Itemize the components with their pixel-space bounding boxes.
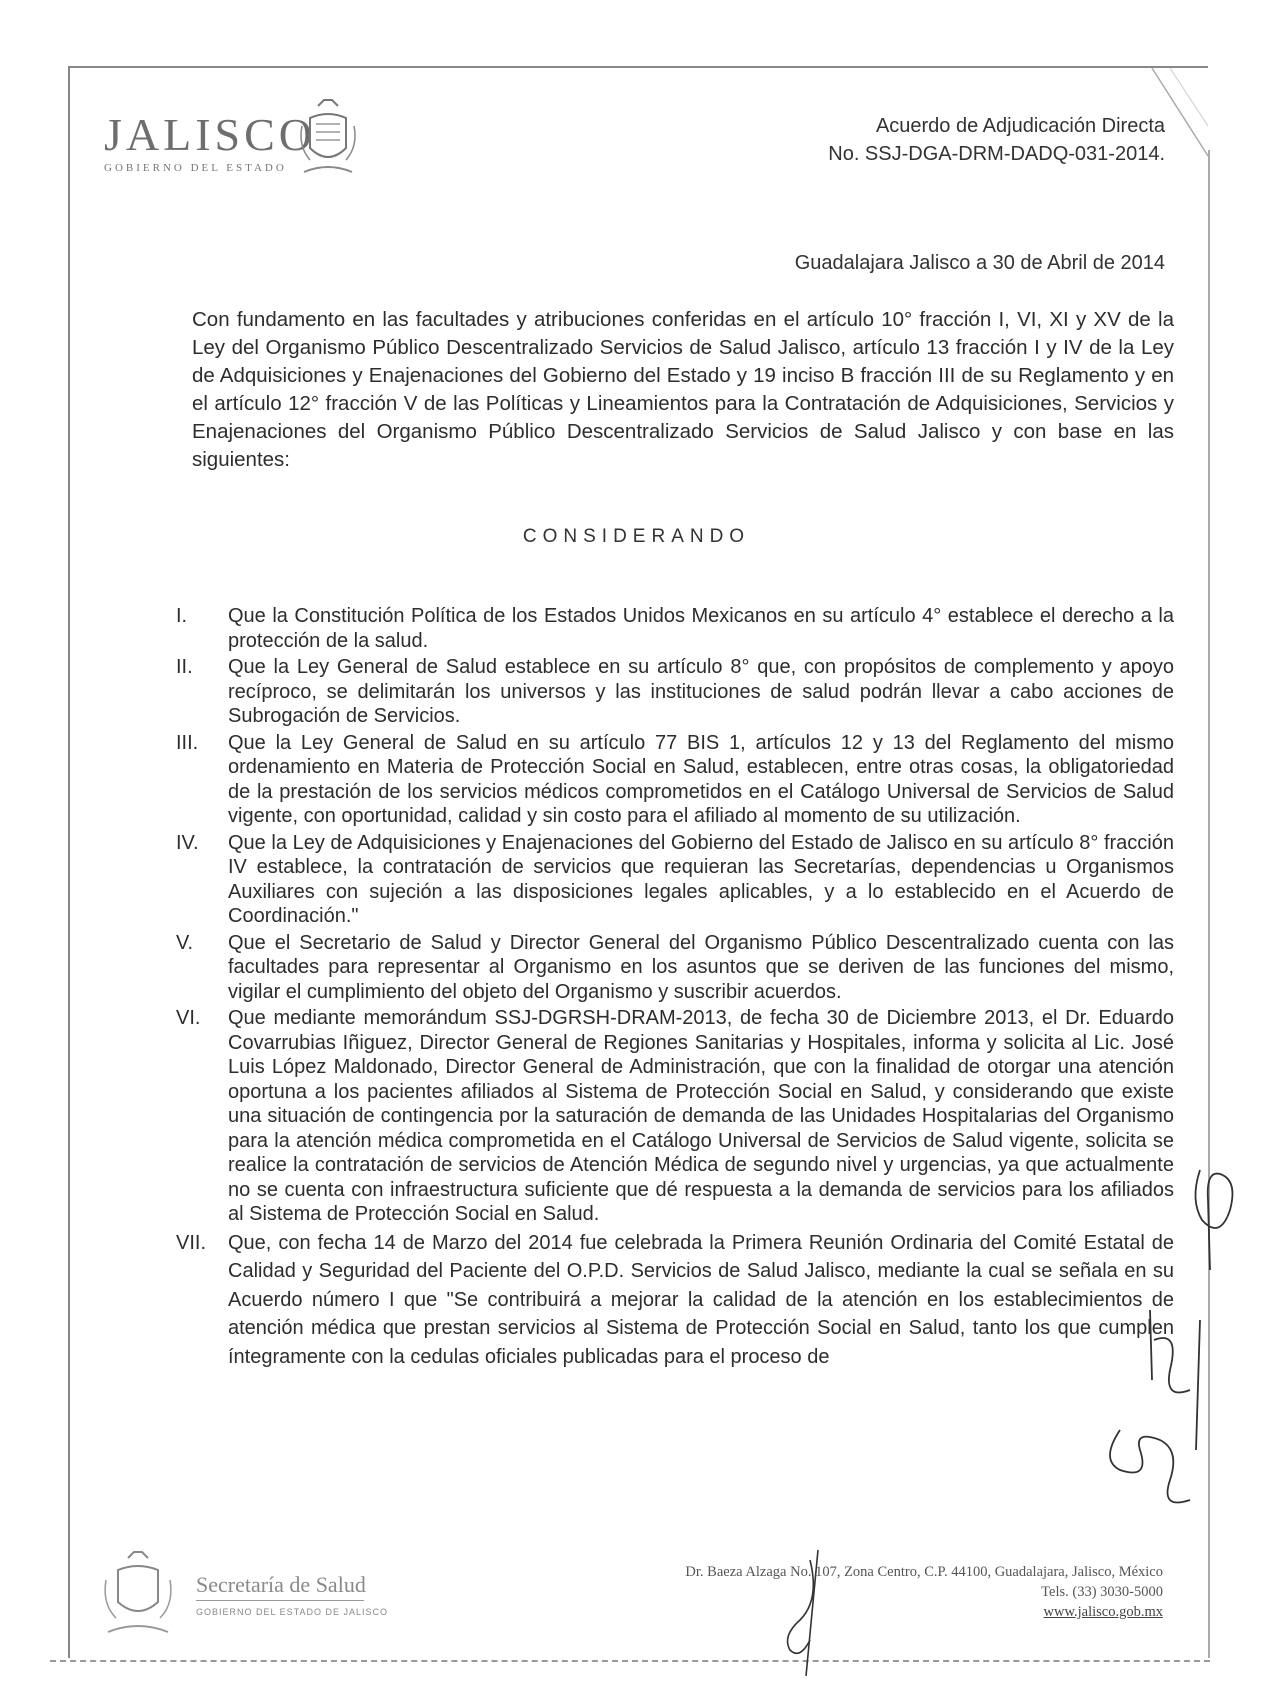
item-text: Que el Secretario de Salud y Director General del Organismo Público Descentralizado cuenta con las facultades para representar al Organismo en los asuntos que se deriven de las funciones del mismo, vigilar el cumplimiento del objeto del Organismo y suscribir acuerdos. <box>228 931 1174 1003</box>
corner-fold-mark <box>1150 66 1210 166</box>
list-item <box>176 1229 1174 1372</box>
salud-subtitle: GOBIERNO DEL ESTADO DE JALISCO <box>196 1607 389 1617</box>
footer-contact <box>685 1562 1163 1622</box>
item-number: VII. <box>176 1231 207 1254</box>
page-border-left <box>68 66 70 1658</box>
page-border-bottom <box>50 1660 1210 1662</box>
item-number: III. <box>176 731 199 754</box>
logo-word: JALISCO <box>104 109 317 160</box>
list-item <box>176 604 1174 653</box>
considerandos-list <box>176 604 1174 1373</box>
item-text: Que la Constitución Política de los Estados Unidos Mexicanos en su artículo 4° establece el derecho a la protección de la salud. <box>228 605 1174 652</box>
list-item <box>176 831 1174 929</box>
item-text: Que la Ley General de Salud establece en su artículo 8° que, con propósitos de complemento y apoyo recíproco, se delimitarán los universos y las instituciones de salud podrán llevar a cabo acciones de Subrogación de Servicios. <box>228 656 1174 727</box>
list-item <box>176 1006 1174 1227</box>
salud-seal-icon <box>98 1548 178 1640</box>
agreement-reference <box>828 112 1165 168</box>
signature-mark <box>1090 1420 1200 1520</box>
secretaria-salud-logo <box>196 1572 388 1617</box>
item-text: Que, con fecha 14 de Marzo del 2014 fue celebrada la Primera Reunión Ordinaria del Comité Estatal de Calidad y Seguridad del Paciente del O.P.D. Servicios de Salud Jalisco, mediante la cual se señala en su Acuerdo número I que "Se contribuirá a mejorar la calidad de la atención en los establecimientos de atención médica que prestan servicios al Sistema de Protección Social en Salud, tanto los que cumplen íntegramente con la cedulas oficiales publicadas para el proceso de <box>228 1231 1174 1368</box>
page-border-top <box>68 66 1208 68</box>
logo-subtitle: GOBIERNO DEL ESTADO <box>104 162 287 174</box>
salud-name: Secretaría de Salud <box>196 1572 366 1597</box>
footer-website-link[interactable]: www.jalisco.gob.mx <box>1043 1604 1163 1620</box>
reference-title: Acuerdo de Adjudicación Directa <box>875 115 1165 137</box>
item-number: VI. <box>176 1007 201 1029</box>
footer-phone: Tels. (33) 3030-5000 <box>1041 1584 1163 1600</box>
item-text: Que mediante memorándum SSJ-DGRSH-DRAM-2013, de fecha 30 de Diciembre 2013, el Dr. Eduardo Covarrubias Iñiguez, Director General de Regiones Sanitarias y Hospitales, informa y solicita al Lic. José Luis López Maldonado, Director General de Administración, que con la finalidad de otorgar una atención oportuna a los pacientes afiliados al Sistema de Protección Social en Salud, y considerando que existe una situación de contingencia por la saturación de demanda de las Unidades Hospitalarias del Organismo para la atención médica comprometida en el Catálogo Universal de Servicios de Salud vigente, solicita se realice la contratación de servicios de Atención Médica de segundo nivel y urgencias, ya que actualmente no se cuenta con infraestructura suficiente que dé respuesta a la demanda de servicios para los afiliados al Sistema de Protección Social en Salud. <box>228 1007 1174 1225</box>
item-number: II. <box>176 656 193 678</box>
jalisco-logo <box>104 109 317 174</box>
document-date: Guadalajara Jalisco a 30 de Abril de 2014 <box>794 252 1165 274</box>
margin-initials-signature <box>1180 1160 1250 1280</box>
list-item <box>176 655 1174 729</box>
item-text: Que la Ley General de Salud en su artículo 77 BIS 1, artículos 12 y 13 del Reglamento del mismo ordenamiento en Materia de Protección Social en Salud, establecen, entre otras cosas, la obligatoriedad de la prestación de los servicios médicos comprometidos en el Catálogo Universal de Servicios de Salud vigente, con oportunidad, calidad y sin costo para el afiliado al momento de su utilización. <box>228 731 1174 827</box>
section-heading: CONSIDERANDO <box>522 526 751 547</box>
item-number: V. <box>176 931 194 954</box>
item-number: I. <box>176 605 188 627</box>
list-item <box>176 931 1174 1005</box>
item-number: IV. <box>176 831 199 854</box>
footer-address: Dr. Baeza Alzaga No. 107, Zona Centro, C.P. 44100, Guadalajara, Jalisco, México <box>685 1564 1163 1580</box>
salud-divider <box>196 1600 364 1601</box>
item-text: Que la Ley de Adquisiciones y Enajenaciones del Gobierno del Estado de Jalisco en su artículo 8° fracción IV establece, la contratación de servicios que requieran las Secretarías, dependencias u Organismos Auxiliares con sujeción a las disposiciones legales aplicables, y a lo establecido en el Acuerdo de Coordinación." <box>228 831 1174 927</box>
list-item <box>176 731 1174 829</box>
reference-number: No. SSJ-DGA-DRM-DADQ-031-2014. <box>828 143 1165 165</box>
state-seal-icon <box>296 96 360 182</box>
intro-paragraph: Con fundamento en las facultades y atribuciones conferidas en el artículo 10° fracción I, VI, XI y XV de la Ley del Organismo Público Descentralizado Servicios de Salud Jalisco, artículo 13 fracción I y IV de la Ley de Adquisiciones y Enajenaciones del Gobierno del Estado y 19 inciso B fracción III de su Reglamento y en el artículo 12° fracción V de las Políticas y Lineamientos para la Contratación de Adquisiciones, Servicios y Enajenaciones del Organismo Público Descentralizado Servicios de Salud Jalisco y con base en las siguientes: <box>192 308 1174 471</box>
